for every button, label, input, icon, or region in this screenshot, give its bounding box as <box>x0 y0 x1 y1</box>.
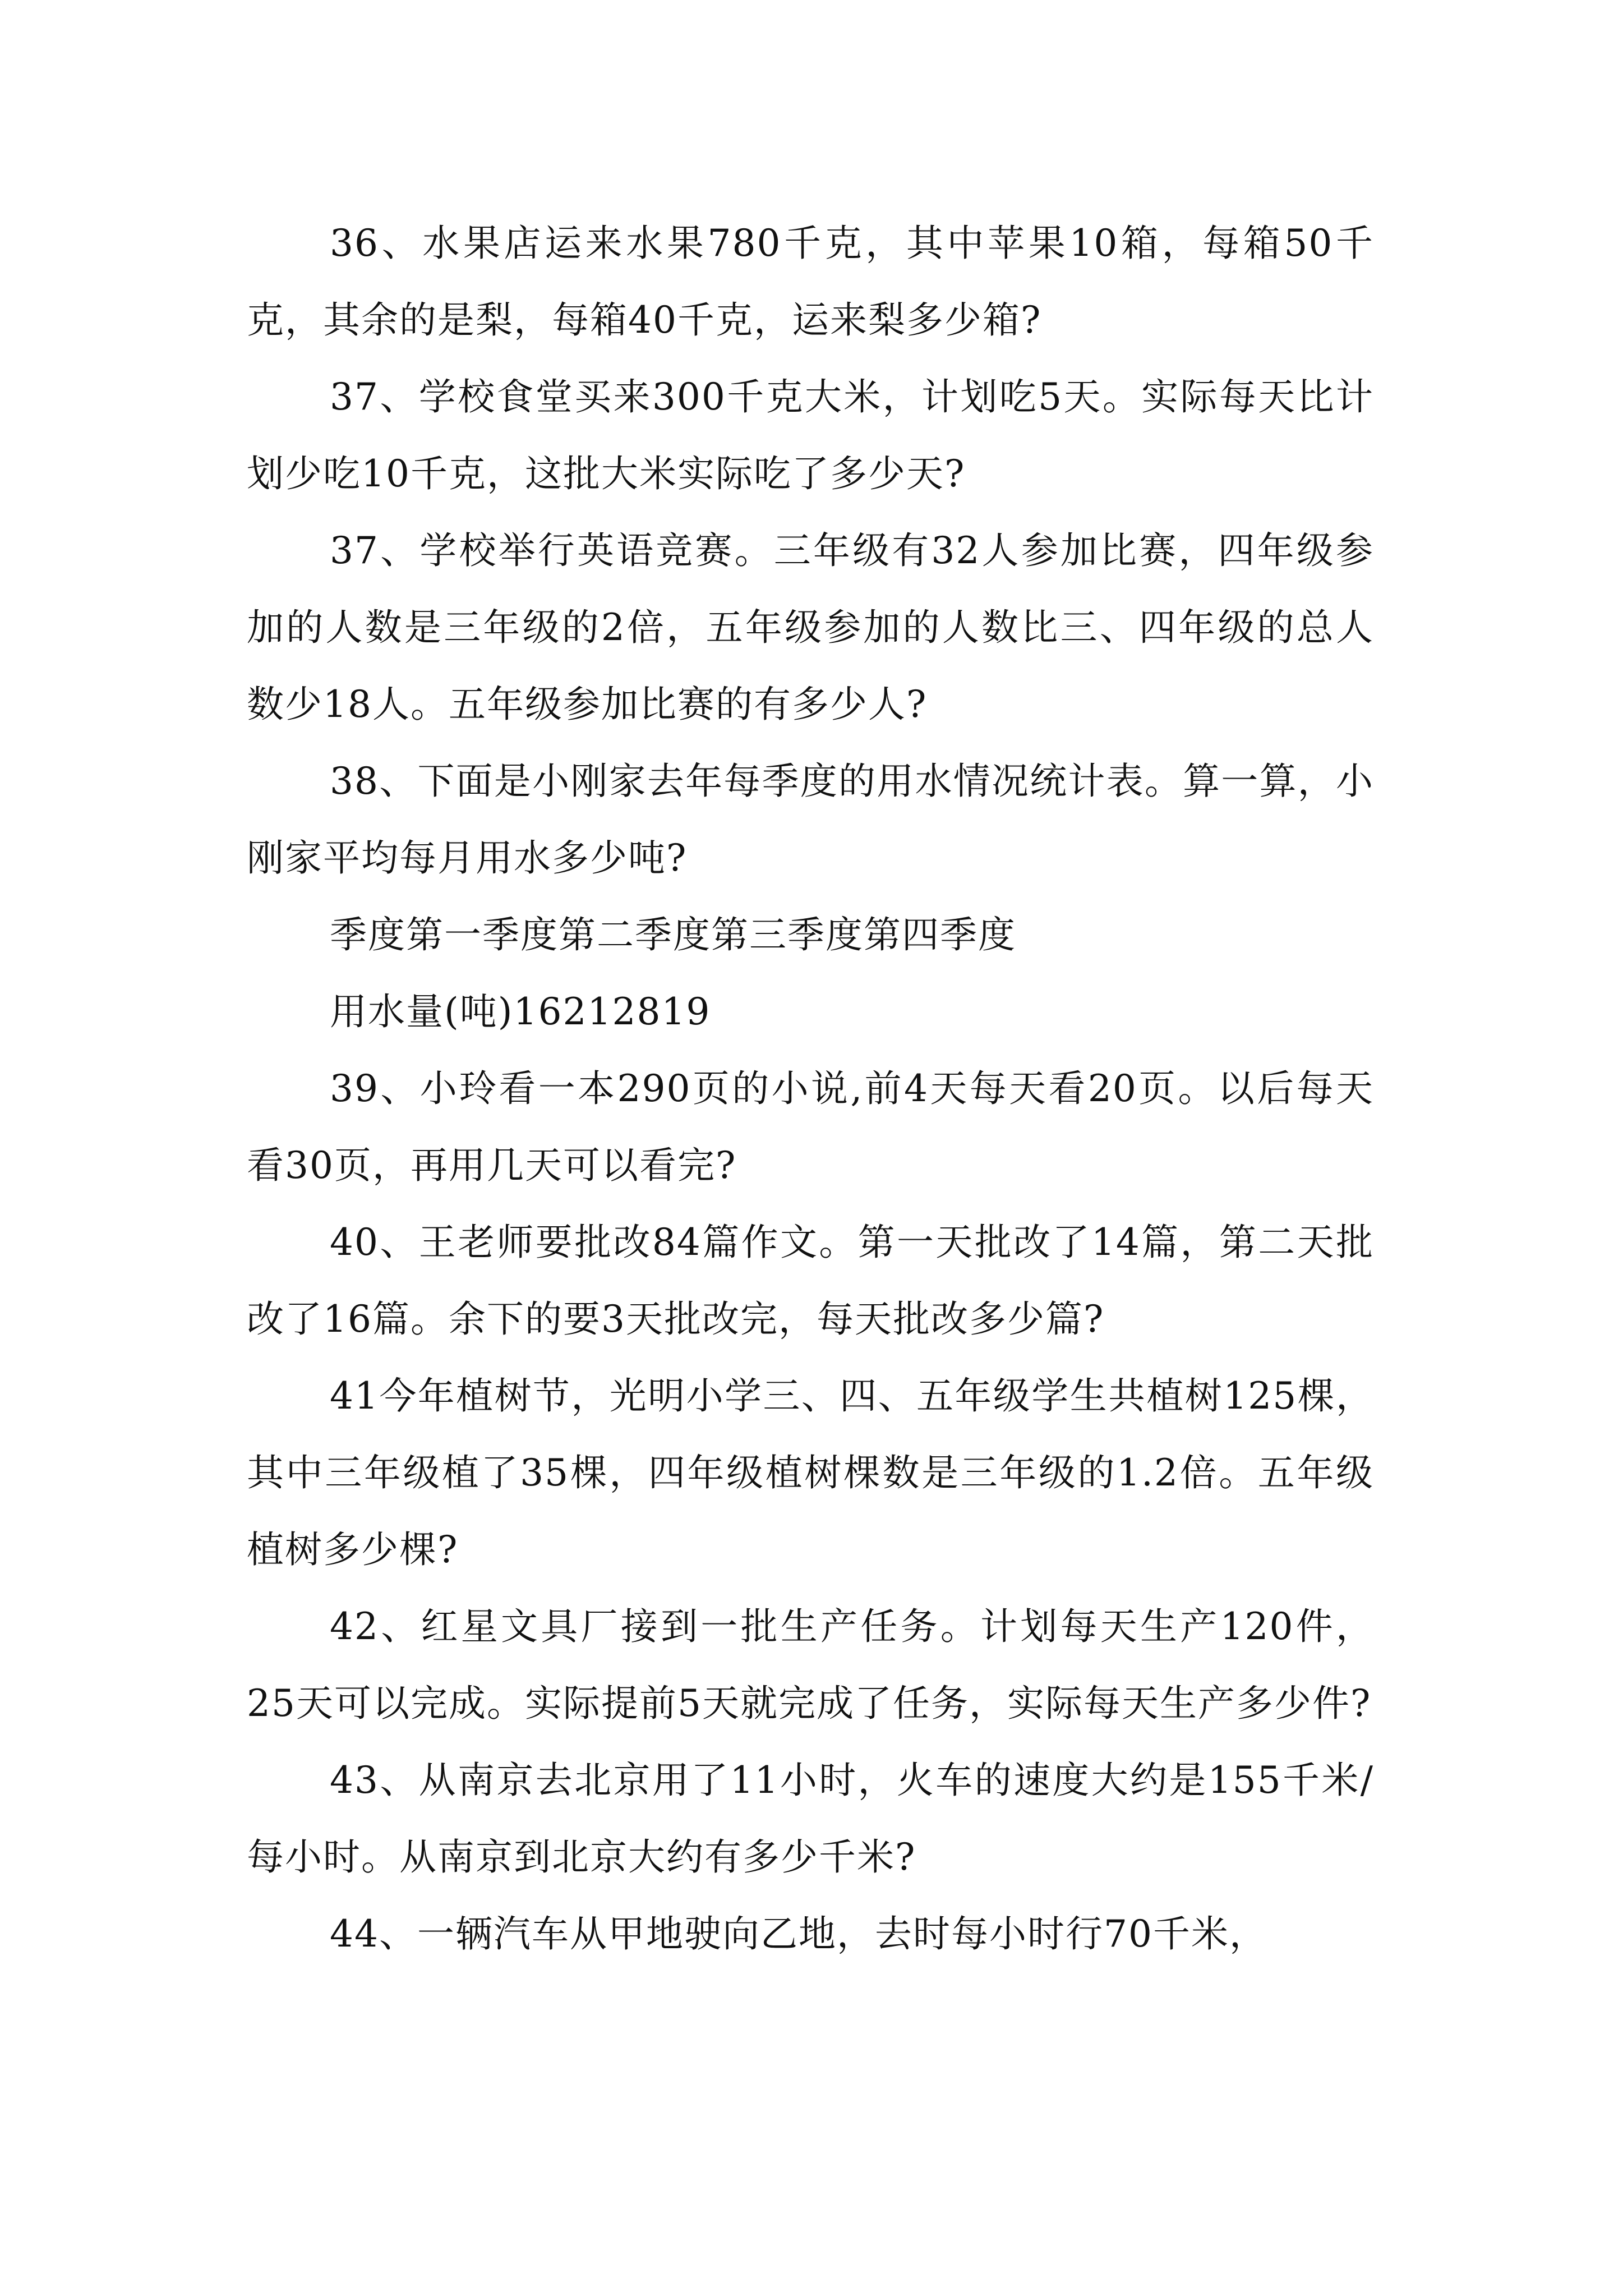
document-body <box>247 205 1374 1972</box>
water-table-header: 季度第一季度第二季度第三季度第四季度 <box>330 913 1016 956</box>
problem-37-rice: 37、学校食堂买来300千克大米，计划吃5天。实际每天比计划少吃10千克，这批大米实际吃了多少天? <box>247 375 1374 495</box>
problem-37-english: 37、学校举行英语竞赛。三年级有32人参加比赛，四年级参加的人数是三年级的2倍，五年级参加的人数比三、四年级的总人数少18人。五年级参加比赛的有多少人? <box>247 529 1374 726</box>
water-table-row: 用水量(吨)16212819 <box>330 990 711 1033</box>
problem-41: 41今年植树节，光明小学三、四、五年级学生共植树125棵，其中三年级植了35棵，四年级植树棵数是三年级的1.2倍。五年级植树多少棵? <box>247 1374 1374 1571</box>
problem-40: 40、王老师要批改84篇作文。第一天批改了14篇，第二天批改了16篇。余下的要3天批改完，每天批改多少篇? <box>247 1221 1374 1341</box>
problem-43: 43、从南京去北京用了11小时，火车的速度大约是155千米/每小时。从南京到北京大约有多少千米? <box>247 1759 1374 1879</box>
problem-42: 42、红星文具厂接到一批生产任务。计划每天生产120件，25天可以完成。实际提前5天就完成了任务，实际每天生产多少件? <box>247 1605 1374 1725</box>
problem-36: 36、水果店运来水果780千克，其中苹果10箱，每箱50千克，其余的是梨，每箱40千克，运来梨多少箱? <box>247 222 1374 342</box>
problem-39: 39、小玲看一本290页的小说,前4天每天看20页。以后每天看30页，再用几天可以看完? <box>247 1067 1374 1187</box>
problem-38: 38、下面是小刚家去年每季度的用水情况统计表。算一算，小刚家平均每月用水多少吨? <box>247 760 1374 880</box>
problem-44: 44、一辆汽车从甲地驶向乙地，去时每小时行70千米， <box>330 1912 1267 1955</box>
